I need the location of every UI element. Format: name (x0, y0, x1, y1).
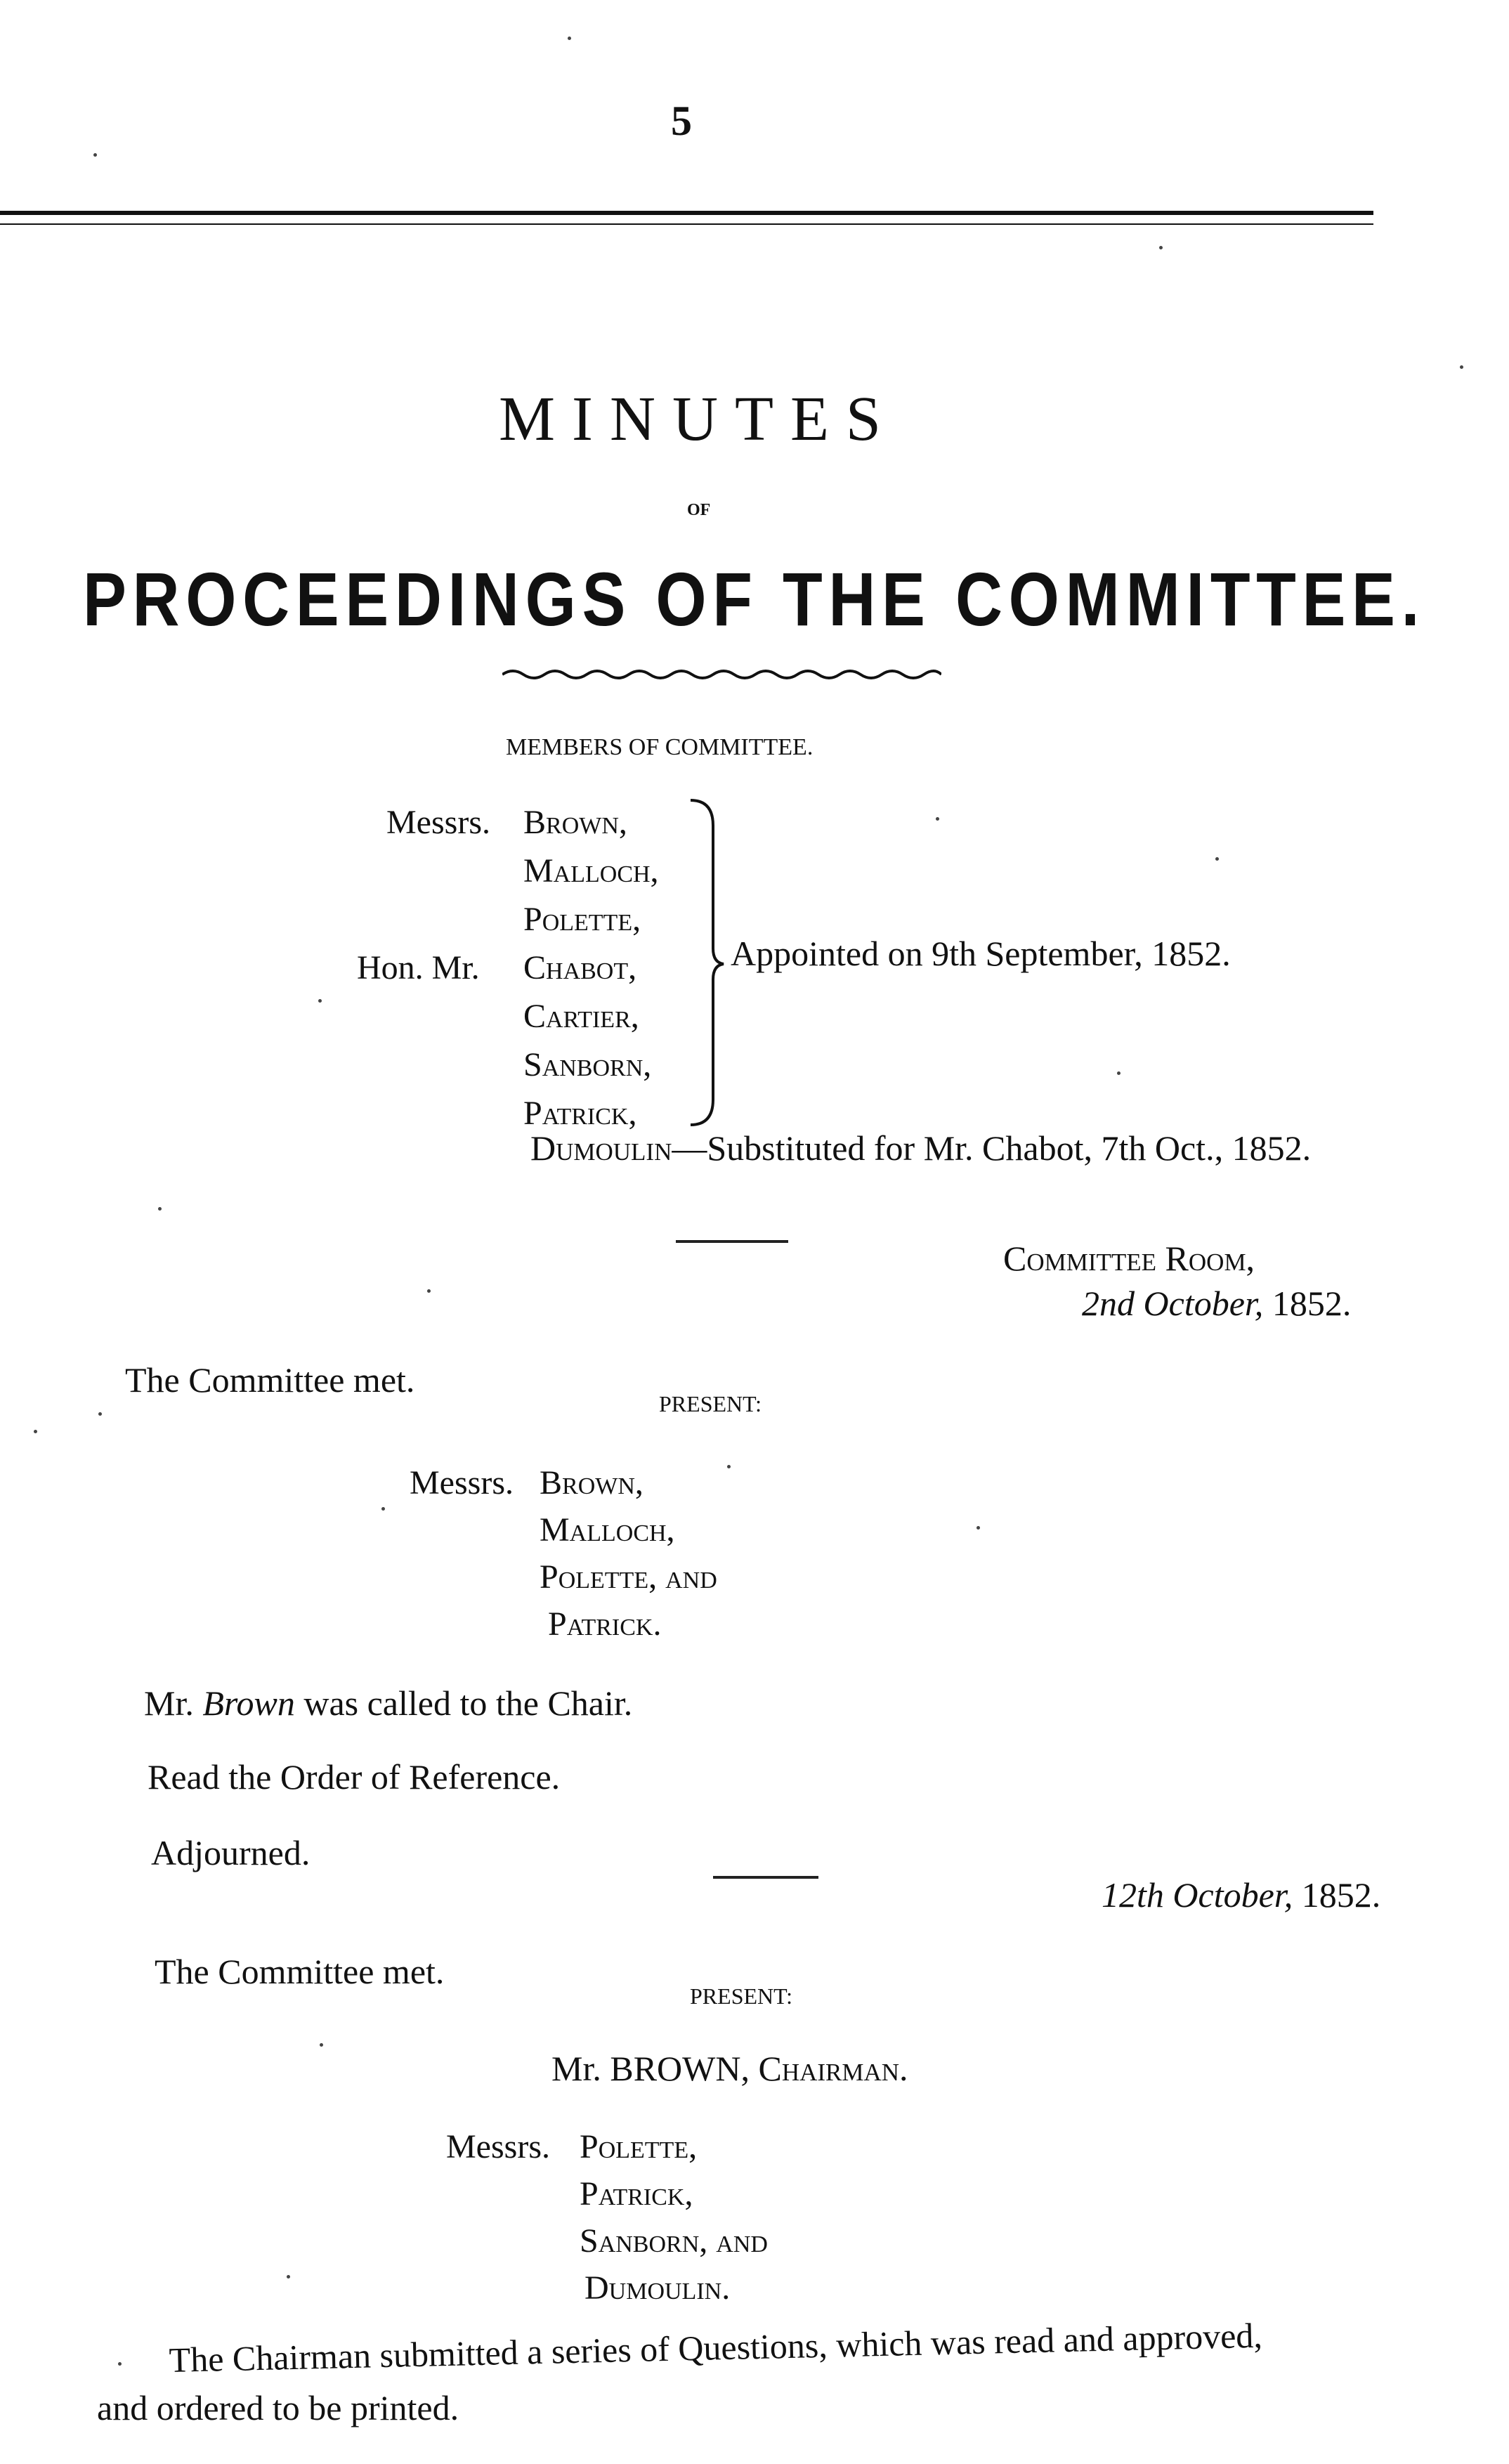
scan-speck (158, 1207, 162, 1211)
member-name: Brown, (523, 804, 627, 841)
meeting2-present-name: Polette, (580, 2128, 698, 2165)
substitute-name: Dumoulin (530, 1128, 672, 1168)
header-rule-thick (0, 211, 1373, 215)
hon-prefix: Hon. Mr. (357, 949, 480, 986)
chair-name: Brown (202, 1683, 295, 1723)
scan-speck (1215, 857, 1219, 861)
meeting1-met: The Committee met. (125, 1360, 415, 1400)
chair-prefix: Mr. (144, 1683, 194, 1723)
header-rule-thin (0, 223, 1373, 225)
meeting2-present-name: Dumoulin. (584, 2269, 731, 2307)
member-name: Chabot, (523, 949, 637, 986)
scan-speck (93, 153, 97, 157)
meeting1-present-name: Patrick. (548, 1605, 662, 1643)
meeting2-date (1102, 1875, 1380, 1915)
meeting2-chairman-line (551, 2048, 908, 2089)
scan-speck (381, 1507, 385, 1511)
meeting1-location: Committee Room, (1003, 1239, 1255, 1278)
scan-speck (118, 2362, 122, 2366)
meeting2-present-name: Sanborn, and (580, 2222, 768, 2260)
meeting1-date-day: 2nd October, (1082, 1284, 1264, 1323)
meeting1-date-year: 1852. (1272, 1284, 1352, 1323)
meeting1-present-name: Polette, and (540, 1558, 717, 1596)
scan-speck (976, 1526, 980, 1530)
scan-speck (287, 2275, 290, 2279)
meeting2-present-heading: PRESENT: (690, 1983, 792, 2009)
scan-speck (1159, 246, 1163, 249)
scan-speck (98, 1412, 102, 1416)
member-name: Cartier, (523, 998, 639, 1035)
scan-speck (318, 999, 322, 1003)
meeting1-messrs-prefix: Messrs. (410, 1464, 514, 1501)
meeting1-read-order: Read the Order of Reference. (148, 1757, 561, 1797)
meeting2-met: The Committee met. (155, 1952, 445, 1991)
member-name: Sanborn, (523, 1046, 652, 1083)
member-name: Polette, (523, 901, 641, 938)
meeting1-date (1082, 1283, 1351, 1324)
closing-paragraph-line2: and ordered to be printed. (97, 2388, 459, 2427)
substitute-note: —Substituted for Mr. Chabot, 7th Oct., 1852. (672, 1128, 1312, 1168)
wavy-divider (502, 664, 941, 685)
meeting1-present-heading: PRESENT: (659, 1391, 762, 1416)
meeting2-date-day: 12th October, (1102, 1875, 1293, 1915)
chair-suffix: was called to the Chair. (303, 1683, 633, 1723)
section-divider (676, 1240, 788, 1243)
appointed-note: Appointed on 9th September, 1852. (731, 934, 1231, 973)
chairman-title: Chairman. (758, 2049, 908, 2088)
meeting2-present-name: Patrick, (580, 2175, 693, 2212)
member-name: Patrick, (523, 1095, 637, 1132)
scan-speck (427, 1289, 431, 1293)
meeting1-adjourned: Adjourned. (151, 1833, 311, 1872)
scan-speck (1460, 365, 1463, 369)
meeting1-present-name: Malloch, (540, 1511, 675, 1549)
scan-speck (568, 37, 571, 40)
scan-speck (1117, 1071, 1121, 1075)
closing-paragraph-line1: The Chairman submitted a series of Questions, which was read and approved, (169, 2315, 1263, 2380)
members-heading: MEMBERS OF COMMITTEE. (506, 734, 814, 760)
messrs-prefix: Messrs. (386, 804, 491, 841)
section-divider (713, 1876, 818, 1879)
meeting2-date-year: 1852. (1301, 1875, 1381, 1915)
scan-speck (936, 817, 939, 821)
scan-speck (34, 1430, 37, 1433)
title-minutes: MINUTES (499, 384, 898, 454)
scan-speck (727, 1465, 731, 1468)
title-proceedings: PROCEEDINGS OF THE COMMITTEE. (83, 556, 1426, 641)
members-brace (685, 797, 727, 1128)
substitute-line (530, 1128, 1311, 1168)
meeting1-chair-line (144, 1683, 632, 1723)
member-name: Malloch, (523, 852, 659, 889)
title-of: OF (687, 501, 711, 519)
scan-speck (320, 2043, 323, 2047)
chairman-name: Mr. BROWN, (551, 2049, 750, 2088)
meeting1-present-name: Brown, (540, 1464, 644, 1501)
meeting2-messrs-prefix: Messrs. (446, 2128, 551, 2165)
page-number: 5 (671, 98, 692, 144)
